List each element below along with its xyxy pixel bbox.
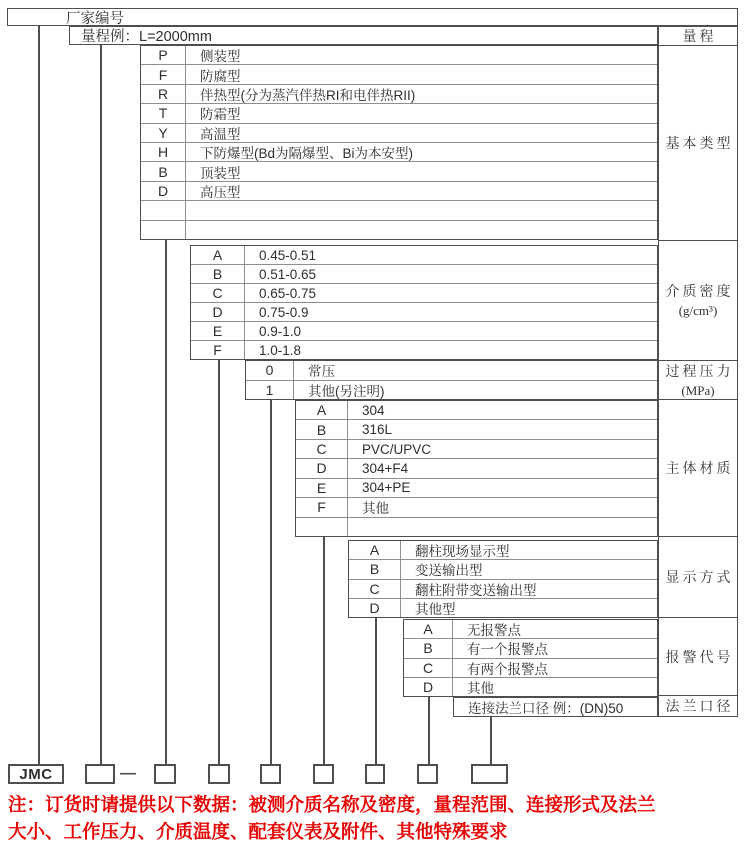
option-desc: 304+PE [362,480,411,496]
option-desc: 0.9-1.0 [259,323,302,339]
option-code: D [404,678,453,696]
option-row [191,340,657,359]
option-desc: 侧装型 [200,49,241,65]
option-code: C [349,580,401,598]
option-code: D [141,182,186,200]
model-prefix-label: JMC [19,765,53,783]
stem-alarm-code [428,697,430,764]
range-row [69,26,658,45]
option-desc: 其他型 [415,601,456,617]
option-desc: 其他(另注明) [308,383,385,399]
option-row [246,361,657,380]
option-code: C [404,659,453,677]
option-desc: 0.51-0.65 [259,266,317,282]
selection-box-alarm-code [417,764,438,784]
option-row [296,458,657,477]
option-row [141,46,657,64]
option-row [141,220,657,239]
option-row [296,419,657,438]
option-desc: 1.0-1.8 [259,342,302,358]
option-code: D [349,599,401,617]
option-row [404,658,657,677]
stem-display-mode [375,618,377,764]
option-code: 0 [246,361,294,380]
stem-basic-type [165,240,167,764]
option-desc: 防霜型 [200,107,241,123]
label-basic-type: 基本类型 [659,46,737,241]
option-code: B [191,265,245,283]
option-code: A [191,246,245,264]
selection-box-body-material [313,764,334,784]
option-desc: 有两个报警点 [467,661,548,677]
option-row [404,620,657,638]
option-code: A [349,541,401,559]
option-desc: 防腐型 [200,68,241,84]
option-desc: 变送输出型 [415,563,483,579]
option-row [141,123,657,142]
option-row [296,517,657,536]
option-desc: 翻柱现场显示型 [415,544,510,560]
option-code: B [404,639,453,657]
manufacturer-row [7,8,738,26]
label-process-pressure: 过程压力 (MPa) [659,361,737,401]
option-desc: PVC/UPVC [362,441,432,457]
option-code [141,221,186,239]
label-flange: 法兰口径 [665,700,734,715]
option-row [191,264,657,283]
option-row [141,142,657,161]
option-row [191,321,657,340]
option-row [404,638,657,657]
option-code: D [296,459,348,477]
option-desc: 高压型 [200,185,241,201]
option-row [296,439,657,458]
ordering-note-line1: 注：订货时请提供以下数据：被测介质名称及密度，量程范围、连接形式及法兰 [8,794,656,815]
option-code: E [296,479,348,497]
medium-density-group [190,245,658,360]
basic-type-group [140,45,658,240]
option-desc [348,518,657,536]
option-code: F [141,65,186,83]
option-row [141,84,657,103]
flange-row [453,697,658,717]
label-alarm-code: 报警代号 [659,618,737,696]
option-desc: 伴热型(分为蒸汽伴热RI和电伴热RII) [200,88,416,104]
label-medium-density: 介质密度 (g/cm³) [659,241,737,361]
option-desc: 其他 [362,501,389,517]
option-desc: 316L [362,422,393,438]
option-row [349,579,657,598]
option-desc: 下防爆型(Bd为隔爆型、Bi为本安型) [200,146,414,162]
option-row [191,246,657,264]
selection-box-medium-density [208,764,230,784]
option-row [141,103,657,122]
label-range: 量程 [659,27,737,46]
process-pressure-group [245,360,658,400]
selection-box-basic-type [154,764,176,784]
option-code: E [191,322,245,340]
option-code [141,201,186,219]
stem-process-pressure [270,400,272,764]
option-code: R [141,85,186,103]
body-material-group [295,400,658,537]
option-row [296,401,657,419]
option-desc: 有一个报警点 [467,642,548,658]
manufacturer-label: 厂家编号 [66,10,124,27]
label-body-material: 主体材质 [659,400,737,537]
option-row [191,302,657,321]
option-code: C [191,284,245,302]
option-desc: 0.45-0.51 [259,247,317,263]
option-code: F [296,498,348,516]
option-desc: 0.65-0.75 [259,285,317,301]
category-label-column [658,26,738,717]
ordering-note [8,791,748,845]
selection-box-display-mode [365,764,385,784]
option-desc [186,221,657,239]
option-code: C [296,440,348,458]
option-row [349,598,657,617]
option-row [141,64,657,83]
stem-flange [490,717,492,764]
option-desc: 其他 [467,680,494,696]
option-code: Y [141,124,186,142]
option-code: D [191,303,245,321]
option-desc: 顶装型 [200,165,241,181]
stem-medium-density [218,360,220,764]
stem-range [100,45,102,764]
option-code: P [141,46,186,64]
option-desc: 常压 [308,364,335,380]
option-row [191,283,657,302]
stem-manufacturer [38,26,40,764]
option-code: B [296,420,348,438]
option-code: F [191,341,245,359]
option-row [349,559,657,578]
option-row [141,161,657,180]
option-code: T [141,104,186,122]
selection-box-range [85,764,115,784]
alarm-code-group [403,619,658,697]
option-desc [186,201,657,219]
option-desc: 0.75-0.9 [259,304,309,320]
option-code: A [296,401,348,419]
ordering-note-line2: 大小、工作压力、介质温度、配套仪表及附件、其他特殊要求 [8,821,508,842]
range-example-label: 量程例：L=2000mm [81,29,212,45]
option-code [296,518,348,536]
option-row [296,497,657,516]
option-desc: 翻柱附带变送输出型 [415,582,537,598]
option-desc: 304+F4 [362,460,409,476]
option-desc: 无报警点 [467,623,521,639]
option-code: A [404,620,453,638]
display-mode-group [348,540,658,618]
selection-box-process-pressure [260,764,281,784]
model-prefix-box [8,764,64,784]
label-display-mode: 显示方式 [659,537,737,618]
model-code-dash: — [120,765,136,782]
option-row [404,677,657,696]
option-code: B [141,162,186,180]
option-code: 1 [246,381,294,400]
option-row [141,200,657,219]
option-row [141,181,657,200]
flange-desc: 连接法兰口径 例：(DN)50 [468,701,624,716]
option-row [246,380,657,400]
option-code: B [349,560,401,578]
option-desc: 高温型 [200,126,241,142]
selection-box-flange [471,764,508,784]
stem-body-material [323,537,325,764]
option-desc: 304 [362,402,385,418]
option-row [296,478,657,497]
option-row [349,541,657,559]
option-code: H [141,143,186,161]
